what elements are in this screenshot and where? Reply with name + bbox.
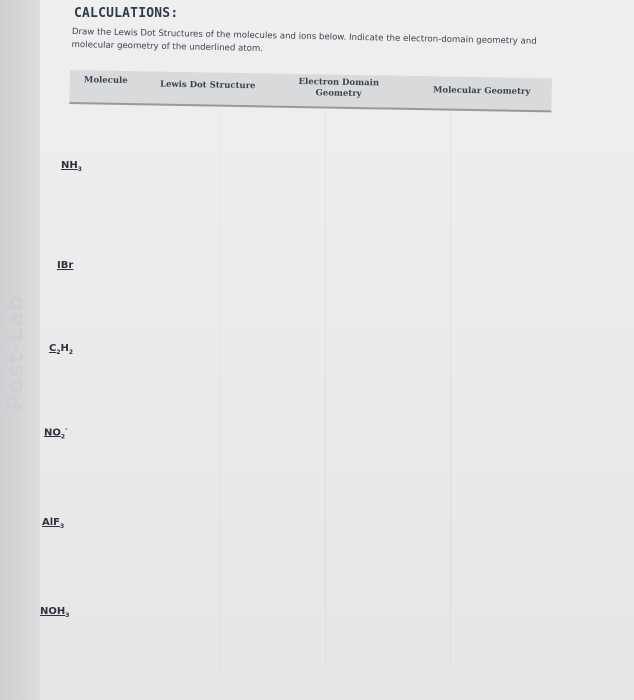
molecule-c2h2: [49, 343, 73, 356]
molecule-formula-part: H: [60, 343, 69, 354]
molecule-formula: IBr: [57, 260, 74, 271]
page-title: CALCULATIONS:: [74, 6, 179, 21]
instructions-text: Draw the Lewis Dot Structures of the molecules and ions below. Indicate the electron-domain geometry and molecular geometry of the underlined atom.: [71, 26, 537, 55]
subscript: 2: [56, 349, 61, 356]
molecule-nh3: [61, 160, 82, 173]
subscript: 3: [77, 166, 82, 173]
molecule-formula: NH: [61, 160, 78, 171]
watermark: Post-Lab: [3, 294, 29, 411]
molecule-formula: C: [49, 343, 57, 354]
molecule-ibr: [57, 260, 73, 271]
table-divider: [450, 110, 451, 670]
charge-superscript: -: [65, 426, 68, 433]
molecule-formula: NOH: [40, 606, 66, 617]
subscript: 3: [60, 523, 65, 530]
header-molecule: Molecule: [83, 75, 128, 87]
subscript: 3: [65, 612, 70, 619]
table-divider: [325, 110, 326, 670]
molecule-alf3: [42, 517, 64, 530]
header-electron-domain-geometry: Electron Domain Geometry: [298, 76, 380, 100]
header-lewis-dot-structure: Lewis Dot Structure: [159, 79, 256, 92]
header-molecular-geometry: Molecular Geometry: [432, 85, 531, 98]
molecule-noh3: [40, 606, 69, 619]
molecule-no2-ion: [44, 426, 68, 440]
table-divider: [220, 110, 221, 670]
molecule-formula: AlF: [42, 517, 60, 528]
subscript: 2: [60, 433, 66, 441]
subscript: 2: [68, 349, 74, 356]
molecule-formula: NO: [44, 427, 61, 439]
